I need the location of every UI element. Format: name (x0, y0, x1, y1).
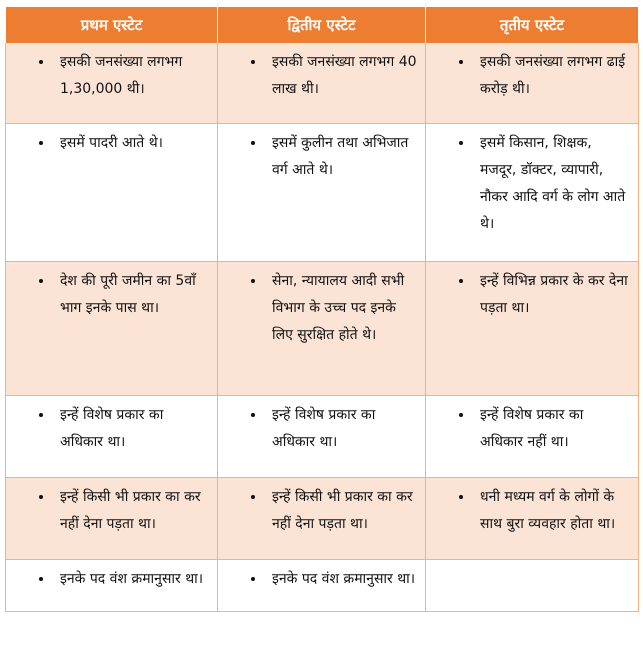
bullet-item: • इनके पद वंश क्रमानुसार था। (266, 566, 417, 593)
table-row (6, 396, 639, 478)
bullet-item: • इन्हें विभिन्न प्रकार के कर देना पड़ता था। (474, 268, 630, 322)
table-cell (6, 560, 218, 612)
bullet-item: • धनी मध्यम वर्ग के लोगों के साथ बुरा व्यवहार होता था। (474, 484, 630, 538)
table-cell (218, 560, 426, 612)
table-cell-empty (426, 560, 639, 612)
table-cell (218, 124, 426, 262)
table-cell (426, 396, 639, 478)
bullet-item: • इन्हें विशेष प्रकार का अधिकार था। (54, 402, 209, 456)
bullet-item: • इन्हें किसी भी प्रकार का कर नहीं देना पड़ता था। (54, 484, 209, 538)
bullet-item: • इन्हें विशेष प्रकार का अधिकार था। (266, 402, 417, 456)
header-second-estate: द्वितीय एस्टेट (218, 7, 426, 43)
table-cell (6, 478, 218, 560)
table-body (6, 43, 639, 612)
bullet-item: • इसकी जनसंख्या लगभग 40 लाख थी। (266, 49, 417, 103)
table-cell (426, 43, 639, 124)
table-row (6, 43, 639, 124)
table-row (6, 262, 639, 396)
table-cell (426, 262, 639, 396)
header-third-estate: तृतीय एस्टेट (426, 7, 639, 43)
table-cell (6, 396, 218, 478)
table-cell (6, 124, 218, 262)
bullet-item: • इसकी जनसंख्या लगभग ढाई करोड़ थी। (474, 49, 630, 103)
table-row (6, 124, 639, 262)
bullet-item: • सेना, न्यायालय आदी सभी विभाग के उच्च पद इनके लिए सुरक्षित होते थे। (266, 268, 417, 349)
table-cell (6, 43, 218, 124)
table-cell (426, 124, 639, 262)
table-row (6, 560, 639, 612)
estates-comparison-table (5, 7, 639, 612)
bullet-item: • इसमें किसान, शिक्षक, मजदूर, डॉक्टर, व्यापारी, नौकर आदि वर्ग के लोग आते थे। (474, 130, 630, 238)
bullet-item: • इन्हें किसी भी प्रकार का कर नहीं देना पड़ता था। (266, 484, 417, 538)
table-cell (6, 262, 218, 396)
bullet-item: • देश की पूरी जमीन का 5वाँ भाग इनके पास था। (54, 268, 209, 322)
bullet-item: • इनके पद वंश क्रमानुसार था। (54, 566, 209, 593)
bullet-item: • इन्हें विशेष प्रकार का अधिकार नहीं था। (474, 402, 630, 456)
table-header (6, 7, 639, 43)
table-row (6, 478, 639, 560)
header-first-estate: प्रथम एस्टेट (6, 7, 218, 43)
table-cell (426, 478, 639, 560)
estates-table-container (5, 7, 638, 612)
bullet-item: • इसमें कुलीन तथा अभिजात वर्ग आते थे। (266, 130, 417, 184)
table-cell (218, 43, 426, 124)
table-cell (218, 262, 426, 396)
header-row (6, 7, 639, 43)
table-cell (218, 396, 426, 478)
table-cell (218, 478, 426, 560)
bullet-item: • इसमें पादरी आते थे। (54, 130, 209, 157)
bullet-item: • इसकी जनसंख्या लगभग 1,30,000 थी। (54, 49, 209, 103)
